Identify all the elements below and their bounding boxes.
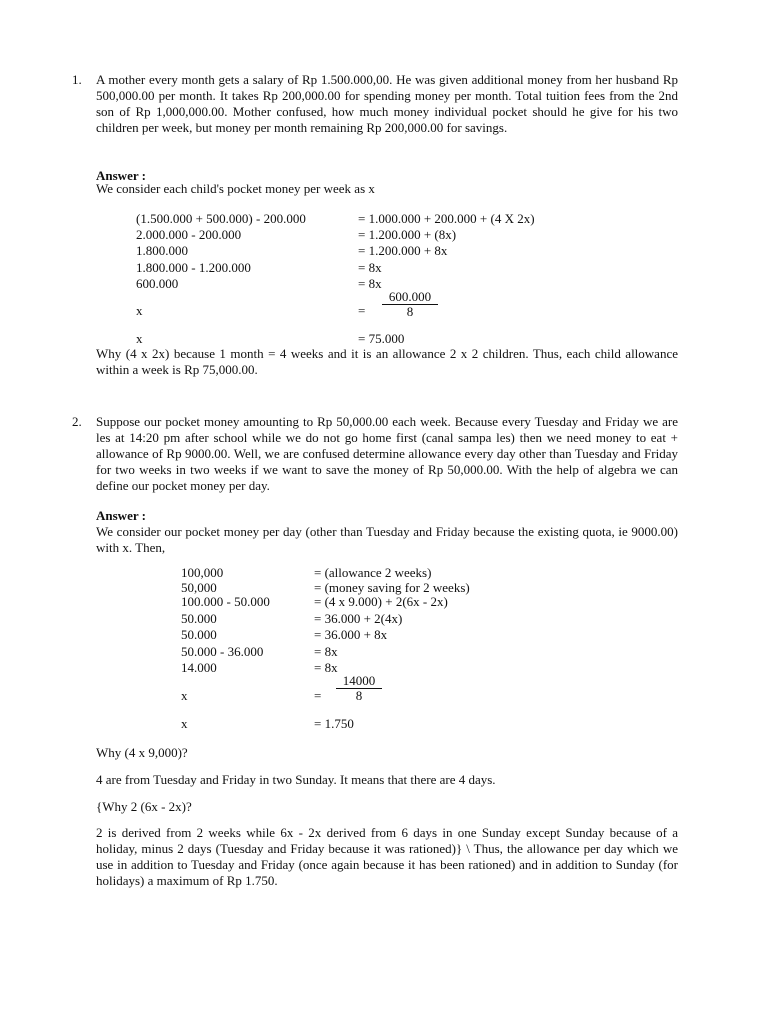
problem-2-text: Suppose our pocket money amounting to Rp 50,000.00 each week. Because every Tuesday and Friday we are les at 14:20 pm after school while we do not go home first (canal sampa les) then we need money to eat + allowance of Rp 9000.00. Well, we are confused determine allowance every day other than Tuesday and Friday for two weeks in two weeks if we want to save the money of Rp 50,000.00. With the help of algebra we can define our pocket money per day. — [96, 414, 678, 493]
explanation-2: 2 is derived from 2 weeks while 6x - 2x derived from 6 days in one Sunday except Sunday because of a holiday, minus 2 days (Tuesday and Friday because it was rationed)} \ Thus, the allowance per day which we use in addition to Tuesday and Friday (once again because it has been rationed) and in addition to Sunday (for holidays) a maximum of Rp 1.750. — [96, 825, 678, 888]
problem-1-text: A mother every month gets a salary of Rp 1.500.000,00. He was given additional money from her husband Rp 500,000.00 per month. It takes Rp 200,000.00 for spending money per month. Total tuition fees from the 2nd son of Rp 1,000,000.00. Mother confused, how much money individual pocket should he give for his two children per week, but money per month remaining Rp 200,000.00 for savings. — [96, 72, 678, 135]
problem-1 — [72, 72, 678, 136]
fraction — [336, 674, 382, 703]
fraction-numerator: 600.000 — [382, 290, 438, 305]
problem-1-number: 1. — [72, 72, 82, 87]
problem-2-intro: We consider our pocket money per day (other than Tuesday and Friday because the existing quota, ie 9000.00) with x. Then, — [96, 524, 678, 555]
problem-2-number: 2. — [72, 414, 82, 429]
fraction-denominator: 8 — [406, 304, 414, 319]
explanation-1: 4 are from Tuesday and Friday in two Sunday. It means that there are 4 days. — [96, 772, 496, 787]
problem-1-conclusion: Why (4 x 2x) because 1 month = 4 weeks and it is an allowance 2 x 2 children. Thus, each child allowance within a week is Rp 75,000.00. — [96, 346, 678, 377]
problem-1-answer-label: Answer : — [96, 168, 146, 183]
problem-1-intro: We consider each child's pocket money per week as x — [96, 181, 375, 196]
fraction-numerator: 14000 — [336, 674, 382, 689]
why-question-2: {Why 2 (6x - 2x)? — [96, 799, 192, 814]
problem-2 — [72, 414, 678, 494]
fraction-denominator: 8 — [355, 688, 363, 703]
fraction — [382, 290, 438, 319]
why-question-1: Why (4 x 9,000)? — [96, 745, 188, 760]
problem-2-answer-label: Answer : — [96, 508, 146, 523]
